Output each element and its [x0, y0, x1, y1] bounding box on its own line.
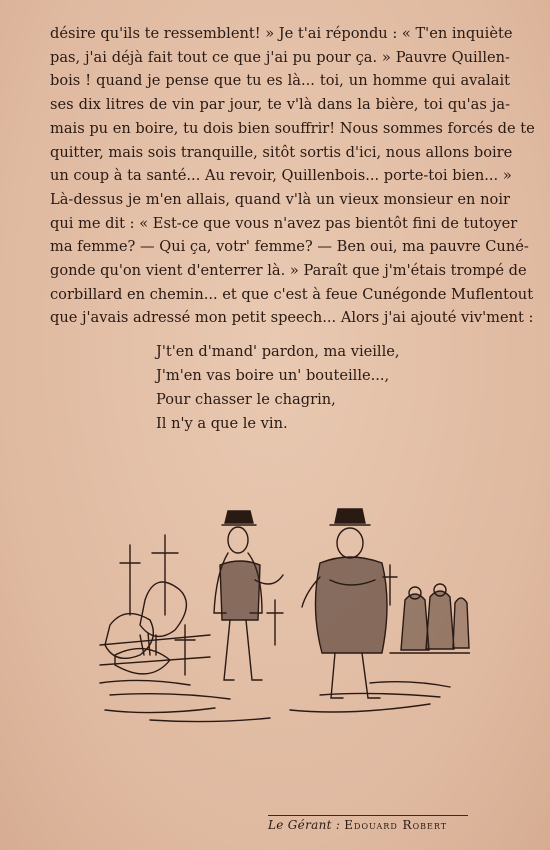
prose-line: que j'avais adressé mon petit speech... Alors j'ai ajouté viv'ment :	[50, 309, 534, 327]
verse-line: Il n'y a que le vin.	[156, 415, 288, 432]
verse-line: J'm'en vas boire un' bouteille...,	[156, 367, 390, 384]
prose-line: ma femme? — Qui ça, votr' femme? — Ben oui, ma pauvre Cuné-	[50, 238, 529, 256]
verse-line: Pour chasser le chagrin,	[156, 391, 336, 408]
prose-line: désire qu'ils te ressemblent! » Je t'ai répondu : « T'en inquiète	[50, 25, 513, 42]
prose-line: qui me dit : « Est-ce que vous n'avez pas bientôt fini de tutoyer	[50, 214, 518, 232]
prose-line: corbillard en chemin... et que c'est à feue Cunégonde Muflentout	[50, 285, 534, 303]
prose-line: gonde qu'on vient d'enterrer là. » Paraît que j'm'étais trompé de	[50, 262, 527, 280]
prose-line: quitter, mais sois tranquille, sitôt sortis d'ici, nous allons boire	[50, 143, 513, 161]
cemetery-illustration	[90, 505, 470, 735]
manager-name: Edouard Robert	[344, 818, 448, 832]
manager-label: Le Gérant :	[268, 818, 341, 832]
verse-stanza	[156, 340, 400, 436]
colophon	[268, 818, 473, 832]
prose-line: mais pu en boire, tu dois bien souffrir! Nous sommes forcés de te	[50, 119, 535, 137]
prose-line: un coup à ta santé... Au revoir, Quillenbois... porte-toi bien... »	[50, 167, 512, 185]
footer-rule	[268, 815, 468, 816]
verse-line: J't'en d'mand' pardon, ma vieille,	[156, 343, 400, 360]
prose-line: ses dix litres de vin par jour, te v'là dans la bière, toi qu'as ja-	[50, 96, 510, 114]
prose-line: Là-dessus je m'en allais, quand v'là un vieux monsieur en noir	[50, 190, 510, 208]
prose-paragraph	[50, 22, 535, 330]
prose-line: bois ! quand je pense que tu es là... toi, un homme qui avalait	[50, 72, 510, 90]
prose-line: pas, j'ai déjà fait tout ce que j'ai pu pour ça. » Pauvre Quillen-	[50, 48, 510, 66]
